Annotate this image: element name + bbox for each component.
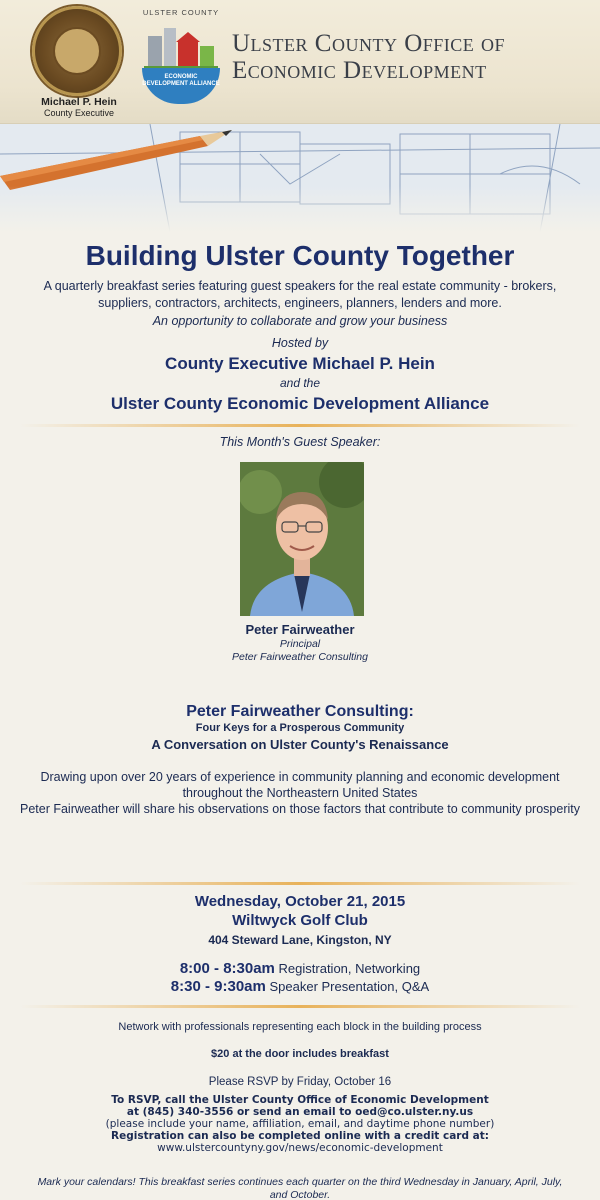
guest-speaker-label: This Month's Guest Speaker: bbox=[219, 435, 381, 449]
header-banner bbox=[0, 0, 600, 232]
event-date: Wednesday, October 21, 2015 bbox=[194, 893, 406, 910]
rsvp-deadline: Please RSVP by Friday, October 16 bbox=[208, 1076, 392, 1088]
executive-role: County Executive bbox=[43, 108, 115, 118]
speaker-photo bbox=[240, 462, 364, 616]
divider bbox=[20, 1005, 580, 1008]
footer-note: Mark your calendars! This breakfast series continues each quarter on the third Wednesday in January, April, July, and October. bbox=[37, 1176, 563, 1200]
divider bbox=[20, 424, 580, 427]
rsvp-line-3: (please include your name, affiliation, email, and daytime phone number) bbox=[105, 1118, 495, 1130]
schedule-time: 8:00 - 8:30am bbox=[179, 960, 275, 977]
hosted-by-label: Hosted by bbox=[271, 336, 329, 350]
talk-description-line1: Drawing upon over 20 years of experience in community planning and economic development throughout the Northeastern United States bbox=[40, 770, 560, 800]
rsvp-line-2[interactable]: at (845) 340-3556 or send an email to oed@co.ulster.ny.us bbox=[126, 1106, 474, 1118]
host-county-executive: County Executive Michael P. Hein bbox=[165, 354, 435, 373]
price-note: $20 at the door includes breakfast bbox=[211, 1048, 389, 1060]
rsvp-line-1: To RSVP, call the Ulster County Office of Economic Development bbox=[111, 1094, 489, 1106]
office-title bbox=[232, 30, 592, 84]
county-seal-logo bbox=[32, 6, 122, 96]
speaker-name: Peter Fairweather bbox=[245, 622, 355, 637]
speaker-portrait-image bbox=[240, 462, 364, 616]
talk-subtitle-1: Four Keys for a Prosperous Community bbox=[195, 722, 405, 734]
office-title-line2: Economic Development bbox=[232, 57, 487, 84]
talk-description-line2: Peter Fairweather will share his observations on those factors that contribute to community prosperity bbox=[20, 802, 580, 816]
alliance-logo bbox=[136, 8, 226, 108]
rsvp-line-4: Registration can also be completed online with a credit card at: bbox=[111, 1130, 489, 1142]
seal-emblem-icon bbox=[53, 27, 101, 75]
alliance-badge: ECONOMIC DEVELOPMENT ALLIANCE bbox=[142, 68, 220, 104]
host-alliance: Ulster County Economic Development Alliance bbox=[110, 394, 490, 413]
speaker-company: Peter Fairweather Consulting bbox=[232, 651, 368, 663]
speaker-title: Principal bbox=[279, 638, 321, 650]
network-note: Network with professionals representing each block in the building process bbox=[118, 1021, 482, 1033]
schedule-activity: Registration, Networking bbox=[278, 961, 421, 976]
schedule-item bbox=[0, 978, 600, 995]
talk-subtitle-2: A Conversation on Ulster County's Renaissance bbox=[151, 737, 449, 752]
event-venue: Wiltwyck Golf Club bbox=[232, 912, 368, 929]
executive-name: Michael P. Hein bbox=[41, 96, 117, 108]
event-title: Building Ulster County Together bbox=[85, 240, 515, 271]
talk-title: Peter Fairweather Consulting: bbox=[186, 703, 414, 720]
schedule-activity: Speaker Presentation, Q&A bbox=[269, 979, 430, 994]
event-tagline: An opportunity to collaborate and grow your business bbox=[152, 314, 448, 328]
schedule-item bbox=[0, 960, 600, 977]
rsvp-website-link[interactable]: www.ulstercountyny.gov/news/economic-development bbox=[157, 1142, 443, 1154]
divider bbox=[20, 882, 580, 885]
schedule-time: 8:30 - 9:30am bbox=[170, 978, 266, 995]
alliance-arc-text: ULSTER COUNTY bbox=[142, 8, 220, 17]
event-intro: A quarterly breakfast series featuring guest speakers for the real estate community - brokers, suppliers, contractors, architects, engineers, planners, lenders and more. bbox=[43, 279, 557, 310]
blueprint-pencil-illustration bbox=[0, 124, 600, 232]
alliance-buildings-icon bbox=[144, 22, 218, 70]
rsvp-instructions bbox=[0, 1094, 600, 1154]
office-title-line1: Ulster County Office of bbox=[232, 30, 506, 57]
talk-description bbox=[20, 769, 580, 817]
event-address: 404 Steward Lane, Kingston, NY bbox=[208, 933, 392, 947]
and-the-label: and the bbox=[279, 376, 321, 390]
